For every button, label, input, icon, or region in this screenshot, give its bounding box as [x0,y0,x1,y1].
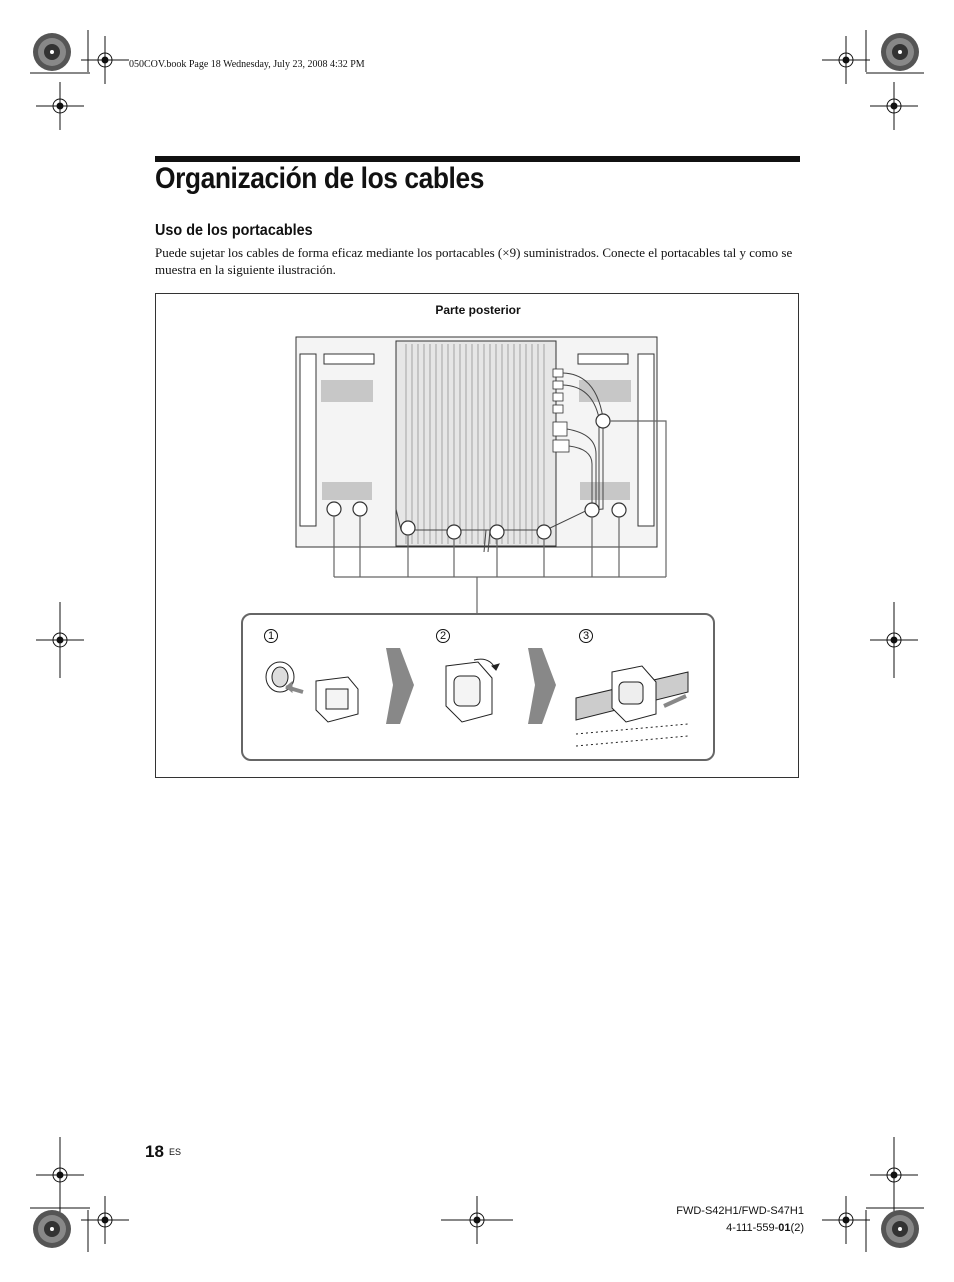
step-number-3: 3 [579,629,593,643]
cable-holder-illustration [156,294,800,779]
step-number-1: 1 [264,629,278,643]
document-number [726,1222,804,1234]
rear-panel-figure [155,293,799,778]
file-info-header: 050COV.book Page 18 Wednesday, July 23, 2008 4:32 PM [129,59,365,70]
page-title: Organización de los cables [155,162,484,195]
doc-number-suffix: (2) [790,1222,804,1234]
step-number-2: 2 [436,629,450,643]
section-heading: Uso de los portacables [155,222,313,239]
model-number: FWD-S42H1/FWD-S47H1 [676,1205,804,1217]
doc-number-bold: 01 [778,1222,791,1234]
page-language-code: ES [169,1147,182,1157]
doc-number-prefix: 4-111-559- [726,1222,779,1234]
figure-caption: Parte posterior [435,303,521,317]
section-body-text: Puede sujetar los cables de forma eficaz mediante los portacables (×9) suministrados. Conecte el portacables tal y como se muestra en la siguiente ilustración. [155,245,793,277]
page-number: 18 [145,1142,164,1161]
